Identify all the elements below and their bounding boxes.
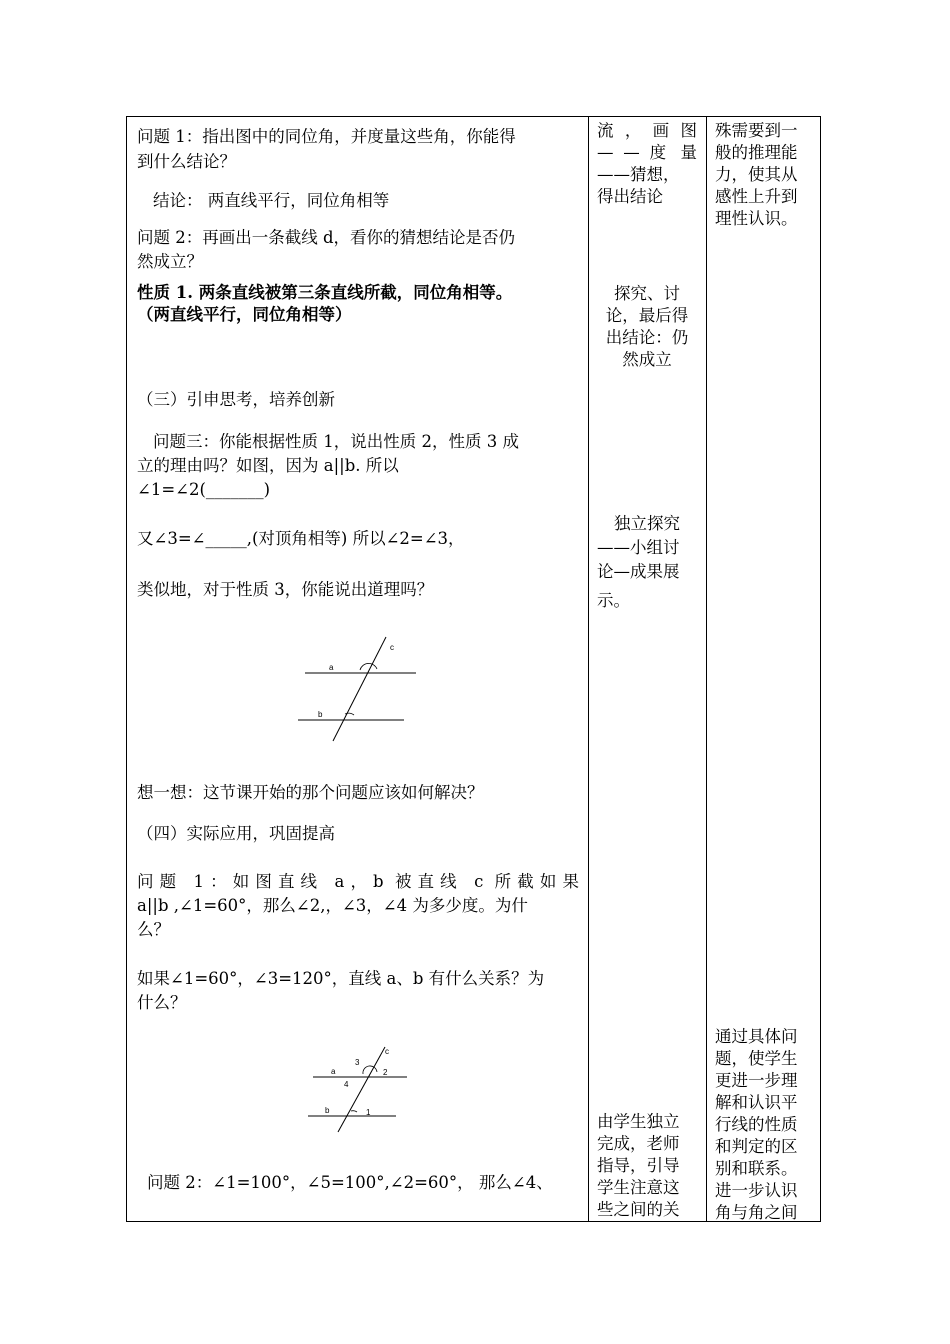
application-question-1-line-1: 问题 1：如图直线 a，b 被直线 c 所截如果	[137, 872, 579, 891]
middle-note-3-line-3: 论—成果展	[597, 562, 680, 581]
question-2-line-1: 问题 2：再画出一条截线 d，看你的猜想结论是否仍	[137, 228, 516, 247]
middle-note-1-line-1: 流 ， 画 图	[597, 121, 697, 140]
middle-note-1-line-3: ——猜想，	[597, 165, 680, 184]
question-3-line-3: ∠1=∠2(_______)	[137, 480, 271, 499]
middle-note-3-line-4: 示。	[597, 591, 630, 610]
right-note-2-line-7: 别和联系。	[715, 1159, 798, 1178]
section-4-heading: （四）实际应用，巩固提高	[137, 824, 335, 843]
right-note-2-line-6: 和判定的区	[715, 1137, 798, 1156]
middle-note-4-line-5: 些之间的关	[597, 1200, 680, 1219]
application-question-2-line-2: 什么？	[137, 993, 187, 1012]
label-3: 3	[355, 1058, 360, 1067]
right-note-2-line-3: 更进一步理	[715, 1071, 798, 1090]
right-note-1-line-1: 殊需要到一	[715, 121, 798, 140]
application-question-2-line-1: 如果∠1=60°，∠3=120°，直线 a、b 有什么关系？为	[137, 969, 545, 988]
column-divider-2	[706, 116, 707, 1222]
right-note-1-line-5: 理性认识。	[715, 209, 798, 228]
right-note-1-line-4: 感性上升到	[715, 187, 798, 206]
middle-note-2-line-4: 然成立	[622, 350, 672, 369]
section-3-heading: （三）引申思考，培养创新	[137, 390, 335, 409]
application-question-1-line-2: a||b ,∠1=60°，那么∠2,，∠3，∠4 为多少度。为什	[137, 896, 528, 915]
middle-note-3-line-1: 独立探究	[614, 514, 680, 533]
label-1: 1	[366, 1108, 371, 1117]
application-question-3: 问题 2：∠1=100°，∠5=100°,∠2=60°， 那么∠4、	[147, 1173, 553, 1192]
right-note-1-line-3: 力，使其从	[715, 165, 798, 184]
right-note-2-line-4: 解和认识平	[715, 1093, 798, 1112]
column-divider-1	[588, 116, 589, 1222]
label-b: b	[325, 1106, 330, 1115]
right-note-2-line-5: 行线的性质	[715, 1115, 798, 1134]
right-note-2-line-8: 进一步认识	[715, 1181, 798, 1200]
label-2: 2	[383, 1068, 388, 1077]
middle-note-1-line-2: — — 度 量	[597, 143, 697, 162]
right-note-2-line-2: 题，使学生	[715, 1049, 798, 1068]
middle-note-2-line-1: 探究、讨	[614, 284, 680, 303]
question-3-line-1: 问题三：你能根据性质 1，说出性质 2，性质 3 成	[153, 432, 519, 451]
question-2-line-2: 然成立？	[137, 252, 203, 271]
middle-note-4-line-1: 由学生独立	[597, 1112, 680, 1131]
question-3-line-5: 类似地，对于性质 3，你能说出道理吗？	[137, 580, 434, 599]
transversal-c	[338, 1047, 385, 1132]
right-note-2-line-9: 角与角之间	[715, 1203, 798, 1222]
transversal-c	[333, 637, 386, 741]
middle-note-4-line-4: 学生注意这	[597, 1178, 680, 1197]
middle-note-4-line-2: 完成，老师	[597, 1134, 680, 1153]
question-3-line-2: 立的理由吗？如图，因为 a||b. 所以	[137, 456, 399, 475]
middle-note-2-line-3: 出结论：仍	[605, 328, 689, 347]
middle-note-4-line-3: 指导，引导	[597, 1156, 680, 1175]
application-question-1-line-3: 么？	[137, 920, 170, 939]
question-1-line-2: 到什么结论？	[137, 152, 236, 171]
label-b: b	[318, 710, 323, 719]
right-note-2-line-1: 通过具体问	[715, 1027, 798, 1046]
parallel-lines-figure-2	[305, 1043, 410, 1135]
think-prompt: 想一想：这节课开始的那个问题应该如何解决？	[137, 783, 484, 802]
right-note-1-line-2: 般的推理能	[715, 143, 798, 162]
middle-note-2-line-2: 论，最后得	[605, 306, 689, 325]
angle-arc-bottom	[351, 1111, 357, 1112]
label-c: c	[390, 643, 394, 652]
label-4: 4	[344, 1080, 349, 1089]
label-c: c	[385, 1047, 389, 1056]
property-1-line-2: （两直线平行，同位角相等）	[137, 305, 352, 324]
parallel-lines-figure-1	[295, 632, 420, 744]
middle-note-1-line-4: 得出结论	[597, 187, 663, 206]
property-1-line-1: 性质 1. 两条直线被第三条直线所截，同位角相等。	[137, 283, 513, 302]
label-a: a	[331, 1067, 336, 1076]
label-a: a	[329, 663, 334, 672]
angle-arc-top	[363, 1066, 377, 1074]
middle-note-3-line-2: ——小组讨	[597, 538, 680, 557]
conclusion: 结论： 两直线平行，同位角相等	[153, 191, 390, 210]
angle-arc-top	[360, 663, 377, 670]
question-3-line-4: 又∠3=∠_____,(对顶角相等) 所以∠2=∠3，	[137, 529, 465, 548]
question-1-line-1: 问题 1：指出图中的同位角，并度量这些角，你能得	[137, 127, 516, 146]
